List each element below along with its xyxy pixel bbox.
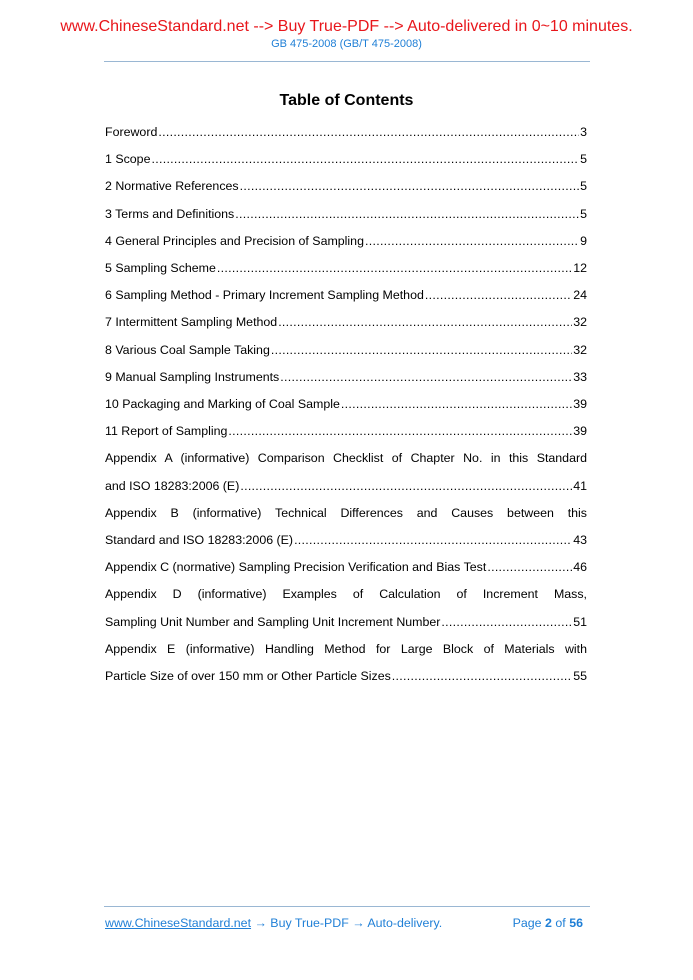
- toc-entry-text: 10 Packaging and Marking of Coal Sample: [105, 397, 340, 412]
- toc-entry-page: 46: [573, 560, 587, 575]
- toc-entry-text: 9 Manual Sampling Instruments: [105, 369, 280, 384]
- toc-entry-text: 2 Normative References: [105, 179, 239, 194]
- toc-entry-text-line2: Particle Size of over 150 mm or Other Particle Sizes: [105, 669, 391, 684]
- page-total: 56: [569, 916, 583, 930]
- toc-entry-text-line2: Standard and ISO 18283:2006 (E): [105, 533, 294, 548]
- toc-entry-coal-sample-taking[interactable]: [105, 337, 587, 364]
- header-divider: [104, 61, 590, 62]
- page-of: of: [555, 916, 566, 930]
- toc-entry-text-line1: Appendix B (informative) Technical Differences and Causes between this: [105, 505, 587, 520]
- toc-entry-text: 1 Scope: [105, 152, 151, 167]
- toc-entry-page: 41: [573, 478, 587, 493]
- document-id: GB 475-2008 (GB/T 475-2008): [271, 38, 422, 50]
- toc-entry-sampling-scheme[interactable]: [105, 255, 587, 282]
- toc-entry-text: 3 Terms and Definitions: [105, 206, 235, 221]
- table-of-contents: [105, 119, 587, 690]
- toc-entry-text: 6 Sampling Method - Primary Increment Sampling Method: [105, 288, 424, 303]
- toc-entry-text: Foreword: [105, 125, 158, 139]
- page-label: Page: [512, 916, 542, 930]
- toc-entry-intermittent-sampling[interactable]: [105, 309, 587, 336]
- toc-entry-manual-instruments[interactable]: [105, 364, 587, 391]
- dot-leader: [271, 337, 572, 364]
- toc-entry-appendix-c[interactable]: [105, 554, 587, 581]
- toc-entry-text-line1: Appendix E (informative) Handling Method for Large Block of Materials with: [105, 641, 587, 656]
- toc-entry-text: 7 Intermittent Sampling Method: [105, 315, 278, 330]
- dot-leader: [425, 282, 572, 309]
- toc-entry-appendix-b[interactable]: [105, 500, 587, 554]
- dot-leader: [158, 119, 579, 146]
- toc-entry-page: 33: [573, 369, 587, 384]
- dot-leader: [278, 309, 572, 336]
- toc-entry-text: 11 Report of Sampling: [105, 424, 228, 439]
- toc-entry-page: 5: [580, 152, 587, 167]
- toc-entry-appendix-a[interactable]: [105, 445, 587, 499]
- toc-entry-general-principles[interactable]: [105, 228, 587, 255]
- dot-leader: [235, 201, 579, 228]
- dot-leader: [151, 146, 579, 173]
- toc-entry-page: 32: [573, 342, 587, 357]
- page-indicator: [513, 916, 583, 930]
- toc-entry-page: 43: [573, 533, 587, 548]
- footer-divider: [104, 906, 590, 907]
- dot-leader: [280, 364, 572, 391]
- toc-entry-page: 55: [573, 669, 587, 684]
- toc-entry-text: 5 Sampling Scheme: [105, 261, 216, 276]
- toc-entry-page: 39: [573, 424, 587, 439]
- toc-entry-text-line1: Appendix A (informative) Comparison Checklist of Chapter No. in this Standard: [105, 451, 587, 466]
- footer-site-link[interactable]: www.ChineseStandard.net: [105, 916, 252, 930]
- toc-entry-foreword[interactable]: [105, 119, 587, 146]
- dot-leader: [441, 609, 572, 636]
- dot-leader: [217, 255, 572, 282]
- toc-entry-page: 3: [580, 125, 587, 139]
- toc-entry-sampling-method[interactable]: [105, 282, 587, 309]
- dot-leader: [240, 173, 579, 200]
- toc-entry-page: 39: [573, 397, 587, 412]
- toc-title: Table of Contents: [279, 92, 414, 109]
- dot-leader: [240, 473, 572, 500]
- toc-entry-text-line1: Appendix D (informative) Examples of Calculation of Increment Mass,: [105, 587, 587, 602]
- toc-entry-packaging-marking[interactable]: [105, 391, 587, 418]
- toc-entry-text: 8 Various Coal Sample Taking: [105, 342, 270, 357]
- dot-leader: [341, 391, 572, 418]
- dot-leader: [228, 418, 572, 445]
- toc-entry-page: 51: [573, 614, 587, 629]
- toc-entry-scope[interactable]: [105, 146, 587, 173]
- toc-entry-page: 5: [580, 179, 587, 194]
- dot-leader: [365, 228, 579, 255]
- footer-suffix: → Buy True-PDF → Auto-delivery.: [251, 916, 443, 930]
- toc-entry-page: 32: [573, 315, 587, 330]
- toc-entry-text: 4 General Principles and Precision of Sampling: [105, 233, 364, 248]
- dot-leader: [487, 554, 572, 581]
- toc-entry-page: 9: [580, 233, 587, 248]
- page-current: 2: [545, 916, 552, 930]
- dot-leader: [294, 527, 572, 554]
- toc-entry-page: 5: [580, 206, 587, 221]
- toc-entry-report[interactable]: [105, 418, 587, 445]
- toc-entry-appendix-d[interactable]: [105, 581, 587, 635]
- toc-entry-text-line2: and ISO 18283:2006 (E): [105, 478, 240, 493]
- toc-entry-text-line2: Sampling Unit Number and Sampling Unit Increment Number: [105, 614, 441, 629]
- page-footer: [105, 916, 587, 930]
- toc-entry-appendix-e[interactable]: [105, 636, 587, 690]
- top-banner[interactable]: www.ChineseStandard.net --> Buy True-PDF --> Auto-delivered in 0~10 minutes.: [60, 18, 633, 35]
- toc-entry-normative-references[interactable]: [105, 173, 587, 200]
- toc-entry-page: 12: [573, 261, 587, 276]
- toc-entry-terms-definitions[interactable]: [105, 201, 587, 228]
- dot-leader: [392, 663, 572, 690]
- toc-entry-page: 24: [573, 288, 587, 303]
- toc-entry-text: Appendix C (normative) Sampling Precision Verification and Bias Test: [105, 560, 487, 575]
